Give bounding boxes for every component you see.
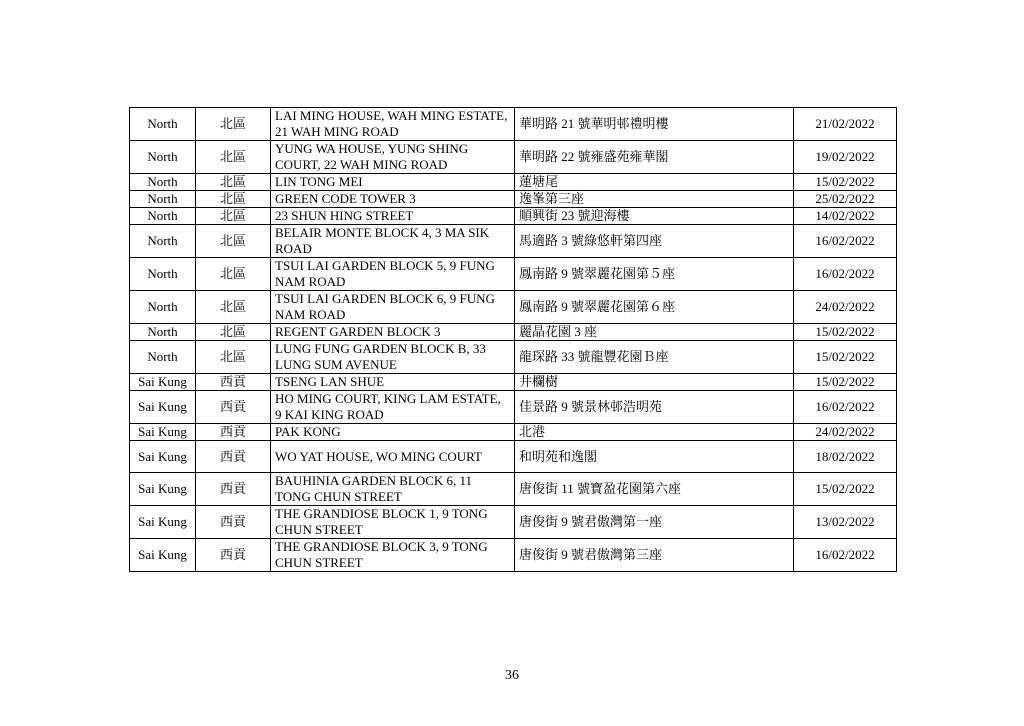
date-cell: 13/02/2022: [794, 506, 897, 539]
district-cn-cell: 西貢: [196, 441, 271, 473]
district-cell: North: [130, 141, 196, 174]
district-cn-cell: 西貢: [196, 539, 271, 572]
date-cell: 15/02/2022: [794, 473, 897, 506]
table-row: [130, 424, 897, 441]
address-cn-cell: 順興街 23 號迎海樓: [515, 208, 794, 225]
table-row: [130, 108, 897, 141]
table-row: [130, 225, 897, 258]
date-cell: 21/02/2022: [794, 108, 897, 141]
date-cell: 15/02/2022: [794, 324, 897, 341]
district-cell: North: [130, 324, 196, 341]
table-row: [130, 174, 897, 191]
district-cell: Sai Kung: [130, 374, 196, 391]
address-cell: TSUI LAI GARDEN BLOCK 5, 9 FUNG NAM ROAD: [271, 258, 515, 291]
table-row: [130, 539, 897, 572]
date-cell: 16/02/2022: [794, 539, 897, 572]
table-row: [130, 141, 897, 174]
address-cn-cell: 井欄樹: [515, 374, 794, 391]
district-cn-cell: 北區: [196, 324, 271, 341]
district-cn-cell: 西貢: [196, 391, 271, 424]
address-cn-cell: 麗晶花園 3 座: [515, 324, 794, 341]
address-cn-cell: 逸峯第三座: [515, 191, 794, 208]
address-cell: LUNG FUNG GARDEN BLOCK B, 33 LUNG SUM AVENUE: [271, 341, 515, 374]
address-cell: HO MING COURT, KING LAM ESTATE, 9 KAI KING ROAD: [271, 391, 515, 424]
address-cell: THE GRANDIOSE BLOCK 3, 9 TONG CHUN STREET: [271, 539, 515, 572]
address-cn-cell: 鳳南路 9 號翠麗花園第５座: [515, 258, 794, 291]
buildings-table: [129, 107, 897, 572]
date-cell: 25/02/2022: [794, 191, 897, 208]
date-cell: 24/02/2022: [794, 291, 897, 324]
district-cell: Sai Kung: [130, 391, 196, 424]
district-cell: North: [130, 208, 196, 225]
district-cn-cell: 西貢: [196, 374, 271, 391]
district-cell: North: [130, 191, 196, 208]
date-cell: 14/02/2022: [794, 208, 897, 225]
date-cell: 16/02/2022: [794, 391, 897, 424]
table-row: [130, 441, 897, 473]
district-cn-cell: 北區: [196, 174, 271, 191]
district-cn-cell: 北區: [196, 225, 271, 258]
district-cell: Sai Kung: [130, 506, 196, 539]
address-cell: TSENG LAN SHUE: [271, 374, 515, 391]
address-cn-cell: 唐俊街 11 號寶盈花園第六座: [515, 473, 794, 506]
table-row: [130, 208, 897, 225]
table-body: [130, 108, 897, 572]
date-cell: 24/02/2022: [794, 424, 897, 441]
table-row: [130, 374, 897, 391]
address-cn-cell: 龍琛路 33 號龍豐花園Ｂ座: [515, 341, 794, 374]
date-cell: 19/02/2022: [794, 141, 897, 174]
page-number: 36: [505, 668, 519, 683]
district-cn-cell: 北區: [196, 191, 271, 208]
table-row: [130, 324, 897, 341]
address-cell: THE GRANDIOSE BLOCK 1, 9 TONG CHUN STREET: [271, 506, 515, 539]
date-cell: 16/02/2022: [794, 258, 897, 291]
address-cell: REGENT GARDEN BLOCK 3: [271, 324, 515, 341]
district-cell: North: [130, 174, 196, 191]
district-cn-cell: 西貢: [196, 424, 271, 441]
address-cell: WO YAT HOUSE, WO MING COURT: [271, 441, 515, 473]
address-cell: YUNG WA HOUSE, YUNG SHING COURT, 22 WAH MING ROAD: [271, 141, 515, 174]
district-cell: Sai Kung: [130, 441, 196, 473]
address-cell: LAI MING HOUSE, WAH MING ESTATE, 21 WAH MING ROAD: [271, 108, 515, 141]
table-row: [130, 506, 897, 539]
district-cell: North: [130, 341, 196, 374]
address-cn-cell: 和明苑和逸閣: [515, 441, 794, 473]
district-cell: North: [130, 258, 196, 291]
district-cn-cell: 北區: [196, 208, 271, 225]
address-cn-cell: 北港: [515, 424, 794, 441]
district-cn-cell: 北區: [196, 258, 271, 291]
address-cell: PAK KONG: [271, 424, 515, 441]
date-cell: 15/02/2022: [794, 174, 897, 191]
district-cell: North: [130, 225, 196, 258]
district-cn-cell: 北區: [196, 108, 271, 141]
table-row: [130, 191, 897, 208]
table-row: [130, 341, 897, 374]
address-cell: BAUHINIA GARDEN BLOCK 6, 11 TONG CHUN STREET: [271, 473, 515, 506]
address-cn-cell: 唐俊街 9 號君傲灣第一座: [515, 506, 794, 539]
district-cn-cell: 西貢: [196, 506, 271, 539]
address-cell: TSUI LAI GARDEN BLOCK 6, 9 FUNG NAM ROAD: [271, 291, 515, 324]
district-cn-cell: 北區: [196, 141, 271, 174]
district-cell: Sai Kung: [130, 473, 196, 506]
address-cell: LIN TONG MEI: [271, 174, 515, 191]
table-row: [130, 258, 897, 291]
table-row: [130, 391, 897, 424]
date-cell: 15/02/2022: [794, 374, 897, 391]
address-cn-cell: 華明路 22 號雍盛苑雍華閣: [515, 141, 794, 174]
district-cell: Sai Kung: [130, 539, 196, 572]
district-cn-cell: 北區: [196, 291, 271, 324]
date-cell: 16/02/2022: [794, 225, 897, 258]
district-cell: Sai Kung: [130, 424, 196, 441]
table-row: [130, 291, 897, 324]
address-cn-cell: 馬適路 3 號綠悠軒第四座: [515, 225, 794, 258]
address-cell: 23 SHUN HING STREET: [271, 208, 515, 225]
address-cn-cell: 佳景路 9 號景林邨浩明苑: [515, 391, 794, 424]
date-cell: 18/02/2022: [794, 441, 897, 473]
address-cn-cell: 蓮塘尾: [515, 174, 794, 191]
district-cn-cell: 北區: [196, 341, 271, 374]
date-cell: 15/02/2022: [794, 341, 897, 374]
district-cn-cell: 西貢: [196, 473, 271, 506]
district-cell: North: [130, 291, 196, 324]
address-cell: GREEN CODE TOWER 3: [271, 191, 515, 208]
district-cell: North: [130, 108, 196, 141]
address-cn-cell: 鳳南路 9 號翠麗花園第６座: [515, 291, 794, 324]
address-cell: BELAIR MONTE BLOCK 4, 3 MA SIK ROAD: [271, 225, 515, 258]
table-row: [130, 473, 897, 506]
address-cn-cell: 唐俊街 9 號君傲灣第三座: [515, 539, 794, 572]
address-cn-cell: 華明路 21 號華明邨禮明樓: [515, 108, 794, 141]
